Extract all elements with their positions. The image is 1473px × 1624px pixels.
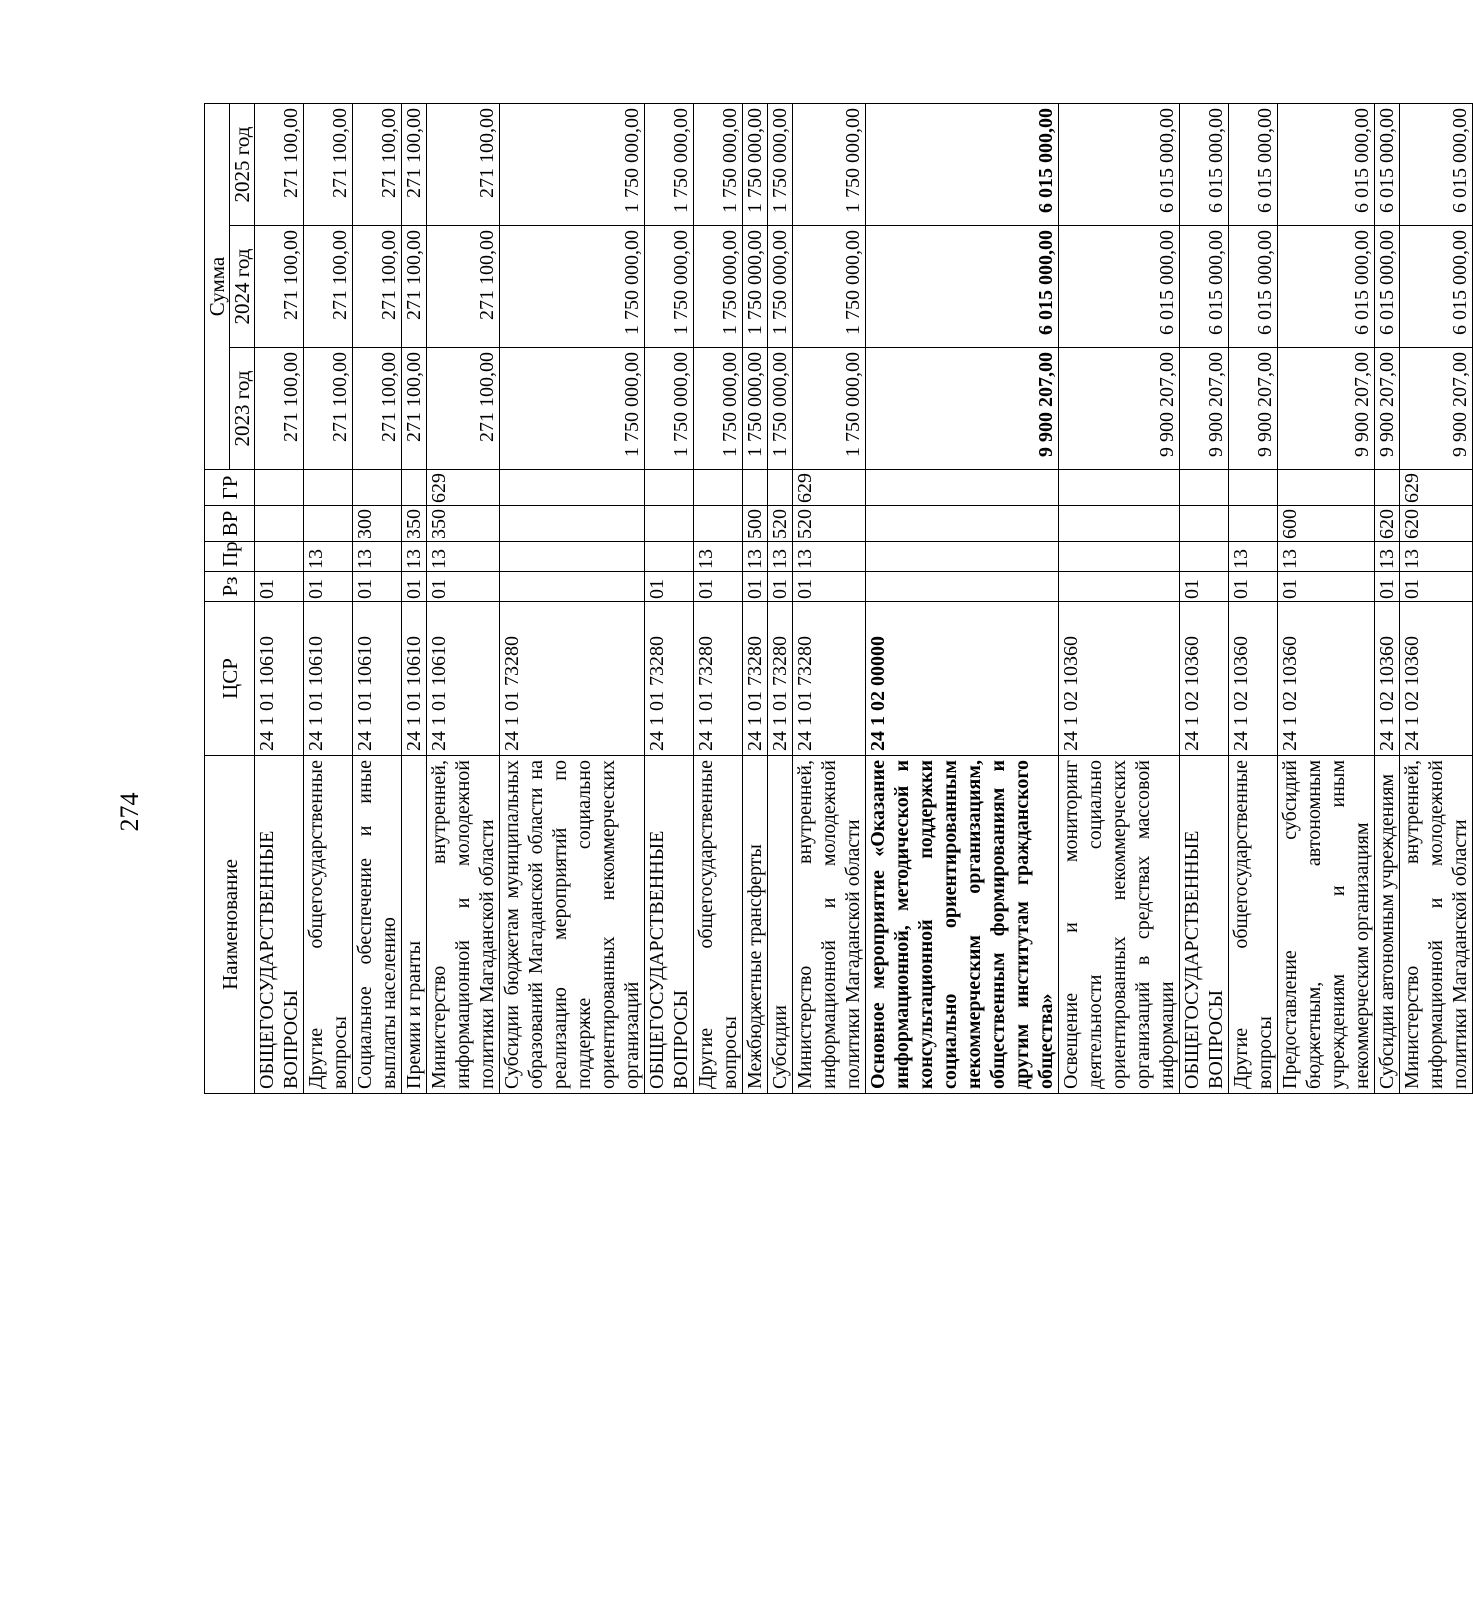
cell-rz: 01 — [1375, 572, 1400, 602]
cell-gr — [500, 470, 645, 506]
cell-pr — [255, 542, 304, 572]
cell-sum-2025: 1 750 000,00 — [694, 103, 743, 225]
cell-csr: 24 1 02 10360 — [1229, 602, 1278, 756]
table-header-row — [205, 103, 230, 1093]
table-row — [694, 103, 743, 1093]
cell-sum-2024: 1 750 000,00 — [645, 226, 694, 348]
cell-name: Субсидии бюджетам муниципальных образований Магаданской области на реализацию мероприятий по поддержке социально ориентированных некоммерческих организаций — [500, 756, 645, 1094]
cell-pr: 13 — [1229, 542, 1278, 572]
cell-csr: 24 1 02 10360 — [1278, 602, 1375, 756]
cell-sum-2025: 6 015 000,00 — [1375, 103, 1400, 225]
cell-sum-2024: 1 750 000,00 — [500, 226, 645, 348]
cell-name: Другие общегосударственные вопросы — [1229, 756, 1278, 1094]
cell-name: Министерство внутренней, информационной и молодежной политики Магаданской области — [1400, 756, 1473, 1094]
cell-sum-2023: 1 750 000,00 — [694, 348, 743, 470]
cell-sum-2024: 6 015 000,00 — [1229, 226, 1278, 348]
cell-sum-2025: 6 015 000,00 — [866, 103, 1059, 225]
cell-pr: 13 — [1400, 542, 1473, 572]
cell-rz: 01 — [255, 572, 304, 602]
cell-vr — [694, 506, 743, 542]
cell-vr — [500, 506, 645, 542]
table-row — [768, 103, 793, 1093]
cell-csr: 24 1 02 10360 — [1180, 602, 1229, 756]
cell-gr — [1229, 470, 1278, 506]
cell-sum-2023: 1 750 000,00 — [645, 348, 694, 470]
cell-pr — [866, 542, 1059, 572]
cell-csr: 24 1 02 10360 — [1059, 602, 1180, 756]
cell-sum-2024: 1 750 000,00 — [793, 226, 866, 348]
cell-gr: 629 — [1400, 470, 1473, 506]
cell-name: Субсидии — [768, 756, 793, 1094]
cell-sum-2024: 271 100,00 — [304, 226, 353, 348]
header-csr: ЦСР — [205, 602, 255, 756]
cell-csr: 24 1 01 73280 — [500, 602, 645, 756]
cell-rz: 01 — [743, 572, 768, 602]
cell-gr — [353, 470, 402, 506]
cell-sum-2023: 9 900 207,00 — [1180, 348, 1229, 470]
cell-gr — [768, 470, 793, 506]
cell-gr — [743, 470, 768, 506]
cell-sum-2025: 1 750 000,00 — [645, 103, 694, 225]
cell-sum-2025: 1 750 000,00 — [793, 103, 866, 225]
cell-sum-2023: 9 900 207,00 — [1278, 348, 1375, 470]
cell-name: Премии и гранты — [402, 756, 427, 1094]
cell-sum-2023: 271 100,00 — [255, 348, 304, 470]
table-row — [1229, 103, 1278, 1093]
cell-name: Социальное обеспечение и иные выплаты населению — [353, 756, 402, 1094]
cell-sum-2024: 1 750 000,00 — [768, 226, 793, 348]
table-row — [645, 103, 694, 1093]
cell-csr: 24 1 01 73280 — [694, 602, 743, 756]
cell-sum-2023: 1 750 000,00 — [743, 348, 768, 470]
cell-csr: 24 1 02 10360 — [1400, 602, 1473, 756]
header-name: Наименование — [205, 756, 255, 1094]
cell-sum-2024: 6 015 000,00 — [866, 226, 1059, 348]
cell-sum-2024: 6 015 000,00 — [1375, 226, 1400, 348]
cell-gr — [1059, 470, 1180, 506]
cell-pr — [645, 542, 694, 572]
cell-vr: 620 — [1375, 506, 1400, 542]
cell-sum-2023: 1 750 000,00 — [500, 348, 645, 470]
cell-vr — [255, 506, 304, 542]
cell-sum-2023: 9 900 207,00 — [1400, 348, 1473, 470]
cell-name: Другие общегосударственные вопросы — [694, 756, 743, 1094]
header-rz: Рз — [205, 572, 255, 602]
cell-name: Освещение и мониторинг деятельности социально ориентированных некоммерческих организаций в средствах массовой информации — [1059, 756, 1180, 1094]
cell-sum-2025: 1 750 000,00 — [743, 103, 768, 225]
cell-rz: 01 — [353, 572, 402, 602]
header-gr: ГР — [205, 470, 255, 506]
cell-name: Основное мероприятие «Оказание информационной, методической и консультационной поддержки социально ориентированным некоммерческим организациям, общественным формированиям и другим институтам гражданского общества» — [866, 756, 1059, 1094]
cell-pr: 13 — [793, 542, 866, 572]
cell-sum-2025: 1 750 000,00 — [768, 103, 793, 225]
cell-csr: 24 1 01 10610 — [402, 602, 427, 756]
cell-pr — [1180, 542, 1229, 572]
cell-sum-2023: 271 100,00 — [427, 348, 500, 470]
cell-csr: 24 1 01 10610 — [353, 602, 402, 756]
cell-vr — [645, 506, 694, 542]
cell-gr — [1180, 470, 1229, 506]
cell-rz: 01 — [1180, 572, 1229, 602]
header-year-2025: 2025 год — [230, 103, 255, 225]
table-row — [866, 103, 1059, 1093]
table-row — [793, 103, 866, 1093]
cell-sum-2024: 6 015 000,00 — [1059, 226, 1180, 348]
cell-vr: 520 — [768, 506, 793, 542]
cell-rz: 01 — [402, 572, 427, 602]
cell-sum-2023: 9 900 207,00 — [866, 348, 1059, 470]
cell-vr — [1180, 506, 1229, 542]
table-body — [255, 103, 1473, 1093]
cell-csr: 24 1 01 73280 — [645, 602, 694, 756]
cell-sum-2025: 271 100,00 — [353, 103, 402, 225]
cell-name: Субсидии автономным учреждениям — [1375, 756, 1400, 1094]
cell-sum-2024: 1 750 000,00 — [694, 226, 743, 348]
cell-rz: 01 — [1400, 572, 1473, 602]
cell-pr: 13 — [402, 542, 427, 572]
cell-vr — [304, 506, 353, 542]
cell-vr — [1229, 506, 1278, 542]
table-row — [1278, 103, 1375, 1093]
cell-sum-2023: 271 100,00 — [353, 348, 402, 470]
cell-sum-2024: 271 100,00 — [353, 226, 402, 348]
rotated-page-content — [204, 104, 1471, 1094]
cell-sum-2025: 271 100,00 — [427, 103, 500, 225]
cell-gr — [1375, 470, 1400, 506]
cell-pr: 13 — [1375, 542, 1400, 572]
cell-gr — [866, 470, 1059, 506]
cell-sum-2025: 6 015 000,00 — [1278, 103, 1375, 225]
cell-gr — [255, 470, 304, 506]
page-number: 274 — [115, 792, 144, 832]
cell-csr: 24 1 01 73280 — [793, 602, 866, 756]
budget-table — [204, 103, 1473, 1094]
cell-sum-2024: 6 015 000,00 — [1278, 226, 1375, 348]
cell-vr: 350 — [427, 506, 500, 542]
cell-vr: 520 — [793, 506, 866, 542]
cell-name: ОБЩЕГОСУДАРСТВЕННЫЕ ВОПРОСЫ — [255, 756, 304, 1094]
cell-rz: 01 — [427, 572, 500, 602]
table-row — [304, 103, 353, 1093]
cell-csr: 24 1 02 10360 — [1375, 602, 1400, 756]
cell-sum-2024: 6 015 000,00 — [1180, 226, 1229, 348]
cell-name: Министерство внутренней, информационной и молодежной политики Магаданской области — [427, 756, 500, 1094]
cell-sum-2025: 6 015 000,00 — [1180, 103, 1229, 225]
header-pr: Пр — [205, 542, 255, 572]
cell-rz: 01 — [1278, 572, 1375, 602]
header-sum: Сумма — [205, 103, 230, 469]
cell-sum-2024: 1 750 000,00 — [743, 226, 768, 348]
cell-pr: 13 — [304, 542, 353, 572]
cell-sum-2024: 271 100,00 — [255, 226, 304, 348]
cell-sum-2025: 271 100,00 — [304, 103, 353, 225]
table-row — [1059, 103, 1180, 1093]
cell-rz — [500, 572, 645, 602]
cell-rz: 01 — [793, 572, 866, 602]
cell-pr: 13 — [768, 542, 793, 572]
cell-gr — [1278, 470, 1375, 506]
cell-pr: 13 — [1278, 542, 1375, 572]
cell-rz: 01 — [694, 572, 743, 602]
cell-name: ОБЩЕГОСУДАРСТВЕННЫЕ ВОПРОСЫ — [1180, 756, 1229, 1094]
table-row — [353, 103, 402, 1093]
cell-rz: 01 — [1229, 572, 1278, 602]
cell-pr — [1059, 542, 1180, 572]
table-row — [402, 103, 427, 1093]
cell-sum-2025: 6 015 000,00 — [1059, 103, 1180, 225]
cell-vr: 500 — [743, 506, 768, 542]
cell-gr — [402, 470, 427, 506]
cell-sum-2024: 6 015 000,00 — [1400, 226, 1473, 348]
cell-csr: 24 1 02 00000 — [866, 602, 1059, 756]
table-row — [427, 103, 500, 1093]
table-row — [743, 103, 768, 1093]
cell-pr: 13 — [427, 542, 500, 572]
cell-sum-2025: 271 100,00 — [255, 103, 304, 225]
cell-rz — [1059, 572, 1180, 602]
cell-pr: 13 — [694, 542, 743, 572]
cell-csr: 24 1 01 73280 — [768, 602, 793, 756]
cell-sum-2023: 9 900 207,00 — [1375, 348, 1400, 470]
cell-name: ОБЩЕГОСУДАРСТВЕННЫЕ ВОПРОСЫ — [645, 756, 694, 1094]
cell-sum-2025: 6 015 000,00 — [1229, 103, 1278, 225]
cell-vr — [866, 506, 1059, 542]
cell-name: Другие общегосударственные вопросы — [304, 756, 353, 1094]
cell-sum-2025: 6 015 000,00 — [1400, 103, 1473, 225]
cell-sum-2023: 271 100,00 — [402, 348, 427, 470]
table-row — [1180, 103, 1229, 1093]
cell-name: Предоставление субсидий бюджетным, автономным учреждениям и иным некоммерческим организациям — [1278, 756, 1375, 1094]
cell-sum-2024: 271 100,00 — [402, 226, 427, 348]
table-row — [500, 103, 645, 1093]
cell-sum-2023: 1 750 000,00 — [768, 348, 793, 470]
cell-sum-2025: 271 100,00 — [402, 103, 427, 225]
table-row — [255, 103, 304, 1093]
cell-pr — [500, 542, 645, 572]
cell-gr — [694, 470, 743, 506]
cell-pr: 13 — [743, 542, 768, 572]
cell-vr: 620 — [1400, 506, 1473, 542]
cell-vr — [1059, 506, 1180, 542]
cell-sum-2025: 1 750 000,00 — [500, 103, 645, 225]
cell-rz: 01 — [768, 572, 793, 602]
cell-sum-2024: 271 100,00 — [427, 226, 500, 348]
cell-gr — [304, 470, 353, 506]
header-vr: ВР — [205, 506, 255, 542]
cell-sum-2023: 1 750 000,00 — [793, 348, 866, 470]
cell-pr: 13 — [353, 542, 402, 572]
table-row — [1375, 103, 1400, 1093]
cell-rz: 01 — [304, 572, 353, 602]
cell-csr: 24 1 01 73280 — [743, 602, 768, 756]
cell-gr — [645, 470, 694, 506]
cell-vr: 350 — [402, 506, 427, 542]
cell-csr: 24 1 01 10610 — [427, 602, 500, 756]
cell-gr: 629 — [427, 470, 500, 506]
header-year-2023: 2023 год — [230, 348, 255, 470]
cell-gr: 629 — [793, 470, 866, 506]
cell-sum-2023: 9 900 207,00 — [1059, 348, 1180, 470]
cell-rz: 01 — [645, 572, 694, 602]
cell-name: Министерство внутренней, информационной и молодежной политики Магаданской области — [793, 756, 866, 1094]
cell-vr: 600 — [1278, 506, 1375, 542]
cell-csr: 24 1 01 10610 — [304, 602, 353, 756]
table-row — [1400, 103, 1473, 1093]
cell-name: Межбюджетные трансферты — [743, 756, 768, 1094]
cell-csr: 24 1 01 10610 — [255, 602, 304, 756]
cell-rz — [866, 572, 1059, 602]
cell-sum-2023: 9 900 207,00 — [1229, 348, 1278, 470]
header-year-2024: 2024 год — [230, 226, 255, 348]
cell-sum-2023: 271 100,00 — [304, 348, 353, 470]
cell-vr: 300 — [353, 506, 402, 542]
